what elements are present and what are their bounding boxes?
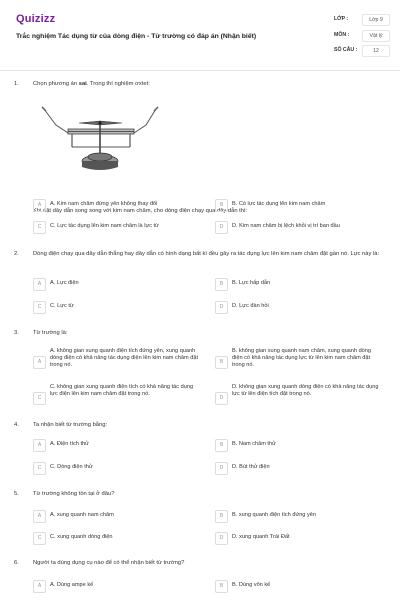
option-text: C. xung quanh dòng điện (50, 534, 113, 540)
option-text: D. không gian xung quanh dòng điện có khả năng tác dụng lực từ lên điện tích đặt trong nó. (232, 384, 379, 398)
meta-grade (334, 14, 390, 26)
option-letter-badge: A (33, 510, 46, 523)
option-letter-badge: D (215, 532, 228, 545)
question-subtext: Khi đặt dây dẫn song song với kim nam châm, cho dòng điện chạy qua dây dẫn thì: (33, 208, 248, 214)
answer-option[interactable] (215, 300, 383, 314)
answer-option[interactable] (33, 509, 201, 523)
answer-option[interactable] (33, 220, 201, 234)
answer-option[interactable] (215, 348, 383, 376)
answer-option[interactable] (215, 579, 383, 593)
option-text: C. Lực từ (50, 303, 74, 309)
question-text-bold: sai (78, 81, 87, 87)
option-letter-badge: A (33, 439, 46, 452)
answer-option[interactable] (33, 348, 201, 376)
option-letter-badge: C (33, 532, 46, 545)
question-number: 6. (14, 560, 19, 566)
question-text: Người ta dùng dụng cụ nào để có thể nhận biết từ trường? (33, 560, 185, 566)
option-letter-badge: C (33, 301, 46, 314)
option-letter-badge: A (33, 199, 46, 212)
answer-option[interactable] (33, 198, 201, 212)
answer-option[interactable] (215, 277, 383, 291)
question-number: 3. (14, 330, 19, 336)
option-text: C. Dòng điện thử (50, 464, 93, 470)
option-text: A. Điện tích thử (50, 441, 89, 447)
option-text: B. không gian xung quanh nam châm, xung quanh dòng điện có khả năng tác dụng lực từ lên kim nam châm đặt trong nó. (232, 348, 372, 369)
answer-option[interactable] (33, 384, 201, 412)
option-letter-badge: B (215, 278, 228, 291)
meta-count-value: 12 (362, 45, 390, 57)
option-letter-badge: B (215, 439, 228, 452)
meta-subject (334, 30, 390, 42)
option-text: C. không gian xung quanh điện tích có khả năng tác dụng lực điện lên kim nam châm đặt trong nó. (50, 384, 194, 398)
question-number: 2. (14, 251, 19, 257)
option-letter-badge: C (33, 392, 46, 405)
question-text: Từ trường không tồn tại ở đâu? (33, 491, 115, 497)
question-number: 5. (14, 491, 19, 497)
option-text: D. Kim nam châm bị lệch khỏi vị trí ban đầu (232, 223, 340, 229)
meta-subject-value: Vật lý (362, 30, 390, 42)
meta-grade-value: Lớp 9 (362, 14, 390, 26)
question-text (33, 80, 383, 88)
meta-subject-label: MÔN : (334, 32, 350, 38)
option-letter-badge: C (33, 221, 46, 234)
option-text: B. xung quanh điện tích đứng yên (232, 512, 316, 518)
option-text: A. Dùng ampe kế (50, 582, 94, 588)
answer-option[interactable] (215, 509, 383, 523)
quizizz-logo: Quizizz (16, 13, 56, 25)
option-text: D. xung quanh Trái Đất (232, 534, 290, 540)
question-number: 4. (14, 422, 19, 428)
option-letter-badge: B (215, 510, 228, 523)
answer-option[interactable] (215, 461, 383, 475)
option-text: A. không gian xung quanh điện tích đứng yên, xung quanh dòng điện có khả năng tác dụng điện lên kim nam châm đặt trong nó. (50, 348, 199, 369)
answer-option[interactable] (33, 300, 201, 314)
option-text: A. xung quanh nam châm (50, 512, 114, 518)
oersted-experiment-illustration (34, 103, 166, 175)
header (0, 0, 400, 71)
answer-option[interactable] (33, 579, 201, 593)
option-letter-badge: B (215, 199, 228, 212)
meta-count-label: SỐ CÂU : (334, 47, 358, 53)
option-letter-badge: D (215, 392, 228, 405)
worksheet-title: Trắc nghiệm Tác dụng từ của dòng điện - Từ trường có đáp án (Nhận biết) (16, 33, 257, 40)
question-text-suffix: . Trong thí nghiệm ơxtet: (86, 81, 150, 87)
option-text: A. Lực điện (50, 280, 79, 286)
question-text: Từ trường là: (33, 330, 68, 336)
answer-option[interactable] (215, 438, 383, 452)
answer-option[interactable] (215, 531, 383, 545)
option-text: B. Nam châm thử (232, 441, 276, 447)
option-text: B. Dùng vôn kế (232, 582, 271, 588)
answer-option[interactable] (33, 277, 201, 291)
answer-option[interactable] (33, 438, 201, 452)
option-text: B. Có lực tác dụng lên kim nam châm (232, 201, 326, 207)
meta-grade-label: LỚP : (334, 16, 349, 22)
question-text: Ta nhận biết từ trường bằng: (33, 422, 108, 428)
question-text-prefix: Chọn phương án (33, 81, 79, 87)
option-letter-badge: A (33, 278, 46, 291)
option-text: D. Lực đàn hồi (232, 303, 269, 309)
option-letter-badge: A (33, 356, 46, 369)
answer-option[interactable] (215, 220, 383, 234)
answer-option[interactable] (33, 531, 201, 545)
option-text: C. Lực tác dụng lên kim nam châm là lực từ (50, 223, 159, 229)
option-text: A. Kim nam châm đứng yên không thay đổi (50, 201, 158, 207)
question-text: Dòng điện chạy qua dây dẫn thẳng hay dây dẫn có hình dạng bất kì đều gây ra tác dụng lực lên kim nam châm đặt gần nó. Lực này là: (33, 251, 380, 257)
answer-option[interactable] (215, 384, 383, 412)
option-letter-badge: B (215, 356, 228, 369)
option-letter-badge: D (215, 462, 228, 475)
answer-option[interactable] (215, 198, 383, 212)
answer-option[interactable] (33, 461, 201, 475)
option-text: D. Bút thử điện (232, 464, 270, 470)
option-text: B. Lực hấp dẫn (232, 280, 271, 286)
option-letter-badge: D (215, 301, 228, 314)
option-letter-badge: B (215, 580, 228, 593)
question-number: 1. (14, 81, 19, 87)
option-letter-badge: D (215, 221, 228, 234)
option-letter-badge: C (33, 462, 46, 475)
option-letter-badge: A (33, 580, 46, 593)
meta-count (334, 45, 390, 57)
